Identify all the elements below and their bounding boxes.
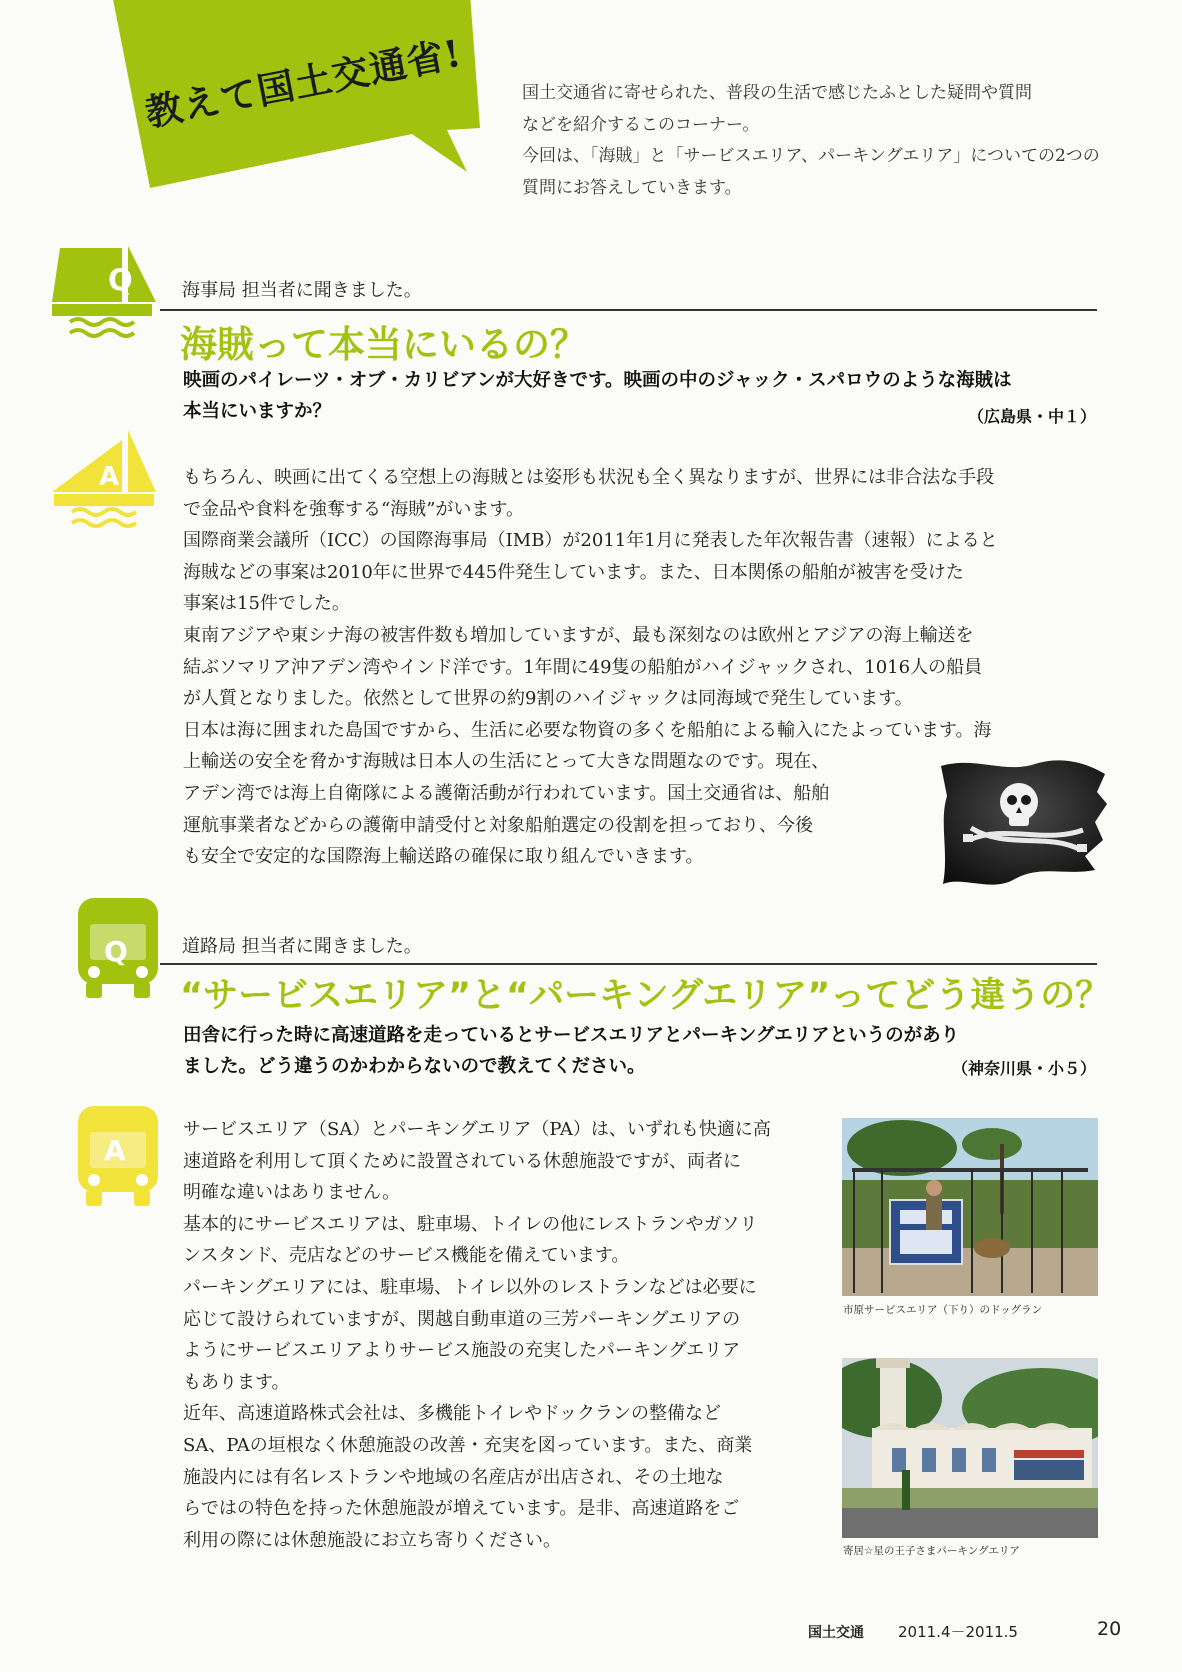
answer-line: もちろん、映画に出てくる空想上の海賊とは姿形も状況も全く異なりますが、世界には非合法な手段 <box>183 467 995 488</box>
parking-area-photo <box>842 1358 1098 1538</box>
answer-line: らではの特色を持った休憩施設が増えています。是非、高速道路をご <box>183 1498 740 1520</box>
answer-line: サービスエリア（SA）とパーキングエリア（PA）は、いずれも快適に高 <box>183 1119 771 1140</box>
asker-label: （広島県・中１） <box>967 407 1096 426</box>
divider <box>160 309 1097 311</box>
divider <box>160 963 1097 965</box>
q-mark: Q <box>108 263 133 297</box>
q-sailboat-icon <box>52 240 162 352</box>
answer-line: 東南アジアや東シナ海の被害件数も増加していますが、最も深刻なのは欧州とアジアの海上輸送を <box>183 624 974 646</box>
q-mark: Q <box>104 935 128 968</box>
intro-line: 今回は、「海賊」と「サービスエリア、パーキングエリア」についての2つの <box>522 146 1100 166</box>
answer-text <box>183 1114 833 1556</box>
answer-line: 運航事業者などからの護衛申請受付と対象船舶選定の役割を担っており、今後 <box>183 814 813 836</box>
intro-text <box>522 78 1102 204</box>
answer-line: 海賊などの事案は2010年に世界で445件発生しています。また、日本関係の船舶が被害を受けた <box>183 561 964 583</box>
page-title: 教えて国土交通省! <box>141 30 466 136</box>
answer-line: ようにサービスエリアよりサービス施設の充実したパーキングエリア <box>183 1340 741 1362</box>
footer-magazine-label: 国土交通 <box>808 1625 864 1641</box>
footer-issue-date: 2011.4－2011.5 <box>898 1623 1018 1641</box>
question-line: 映画のパイレーツ・オブ・カリビアンが大好きです。映画の中のジャック・スパロウのような海賊は <box>183 370 1012 391</box>
dept-label: 海事局 担当者に聞きました。 <box>182 280 422 301</box>
intro-line: 質問にお答えしていきます。 <box>522 177 742 198</box>
photo-caption: 寄居☆星の王子さまパーキングエリア <box>843 1545 1020 1557</box>
pirate-flag-image <box>935 752 1110 892</box>
answer-line: 結ぶソマリア沖アデン湾やインド洋です。1年間に49隻の船舶がハイジャックされ、1016人の船員 <box>183 656 983 678</box>
answer-line: SA、PAの垣根なく休憩施設の改善・充実を図っています。また、商業 <box>183 1434 753 1456</box>
answer-line: 明確な違いはありません。 <box>183 1182 401 1204</box>
answer-line: で金品や食料を強奪する“海賊”がいます。 <box>183 498 524 520</box>
answer-line: 日本は海に囲まれた島国ですから、生活に必要な物資の多くを船舶による輸入にたよっています。海 <box>183 719 992 741</box>
photo-caption: 市原サービスエリア（下り）のドッグラン <box>843 1304 1043 1316</box>
dog-run-photo <box>842 1118 1098 1296</box>
intro-line: などを紹介するこのコーナー。 <box>522 114 760 135</box>
a-mark: A <box>104 1134 126 1167</box>
answer-line: 近年、高速道路株式会社は、多機能トイレやドックランの整備など <box>183 1403 722 1425</box>
answer-line: も安全で安定的な国際海上輸送路の確保に取り組んでいきます。 <box>183 846 704 868</box>
answer-line: 上輸送の安全を脅かす海賊は日本人の生活にとって大きな問題なのです。現在、 <box>183 751 830 773</box>
answer-line: 応じて設けられていますが、関越自動車道の三芳パーキングエリアの <box>183 1308 741 1330</box>
answer-line: 国際商業会議所（ICC）の国際海事局（IMB）が2011年1月に発表した年次報告書（速報）によると <box>183 530 998 552</box>
answer-line: 速道路を利用して頂くために設置されている休憩施設ですが、両者に <box>183 1150 741 1172</box>
a-mark: A <box>99 462 120 492</box>
intro-line: 国土交通省に寄せられた、普段の生活で感じたふとした疑問や質問 <box>522 83 1032 103</box>
question-line: 田舎に行った時に高速道路を走っているとサービスエリアとパーキングエリアというのがあり <box>183 1025 960 1046</box>
answer-line: 利用の際には休憩施設にお立ち寄りください。 <box>183 1529 561 1551</box>
answer-line: 施設内には有名レストランや地域の名産店が出店され、その土地な <box>183 1466 724 1488</box>
dept-label: 道路局 担当者に聞きました。 <box>182 936 422 957</box>
answer-line: ンスタンド、売店などのサービス機能を備えています。 <box>183 1245 630 1267</box>
answer-line: 基本的にサービスエリアは、駐車場、トイレの他にレストランやガソリ <box>183 1213 758 1235</box>
asker-label: （神奈川県・小５） <box>951 1059 1096 1078</box>
answer-line: が人質となりました。依然として世界の約9割のハイジャックは同海域で発生しています。 <box>183 688 913 710</box>
question-line: ました。どう違うのかわからないので教えてください。 <box>183 1056 646 1077</box>
answer-line: アデン湾では海上自衛隊による護衛活動が行われています。国土交通省は、船舶 <box>183 782 830 804</box>
answer-line: パーキングエリアには、駐車場、トイレ以外のレストランなどは必要に <box>183 1276 757 1298</box>
answer-line: もあります。 <box>183 1371 290 1393</box>
answer-line: 事案は15件でした。 <box>183 593 350 615</box>
question-title: “サービスエリア”と“パーキングエリア”ってどう違うの？ <box>180 976 1111 1016</box>
question-title: 海賊って本当にいるの？ <box>180 323 587 366</box>
question-line: 本当にいますか？ <box>183 401 332 422</box>
page-number: 20 <box>1097 1618 1122 1640</box>
